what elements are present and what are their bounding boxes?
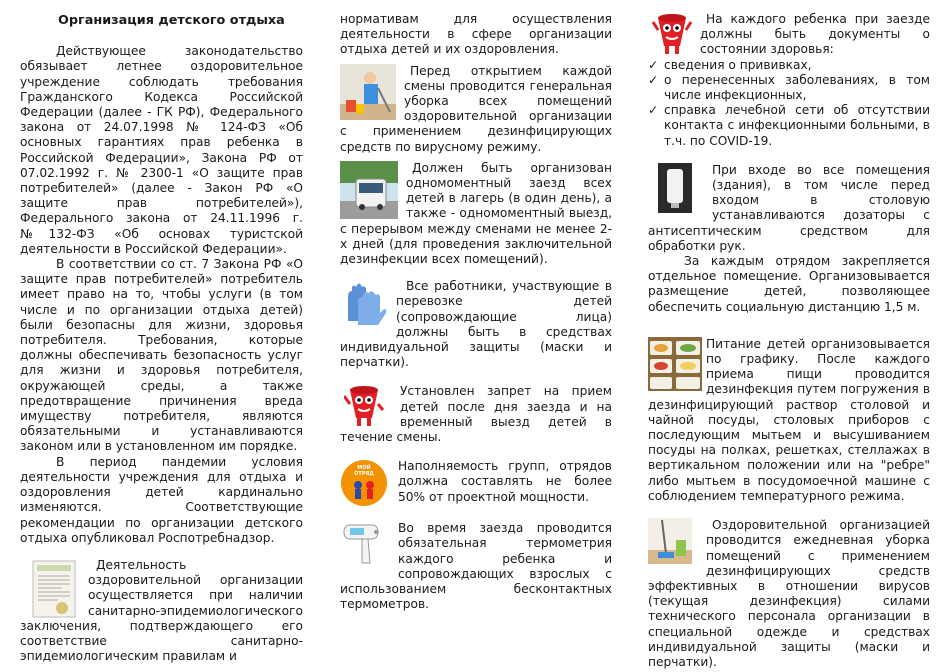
mascot-documents-image — [652, 12, 692, 56]
page-title: Организация детского отдыха — [58, 13, 285, 28]
bus-image — [340, 161, 398, 219]
squad-badge-text: МОЙ ОТРЯД — [354, 465, 374, 478]
certificate-image — [32, 560, 76, 618]
column-2 — [340, 0, 612, 613]
paragraph-pandemic: В период пандемии условия деятельности учреждения для отдыха и оздоровления детей кардинально изменяются. Соответствующие рекомендации по организации детского отдыха опубликовал Роспотребнадзор. — [20, 454, 303, 545]
cleaning-image — [340, 64, 396, 120]
list-item: ✓ справка лечебной сети об отсутствии контакта с инфекционными больными, в т.ч. по COVID-19. — [664, 103, 930, 149]
paragraph-meals: Питание детей организовывается по графику. После каждого приема пищи проводится дезинфекция путем погружения в дезинфицирующий раствор столовой и чайной посуды, столовых приборов с последующим мытьем и высушиванием посуды на полках, решетках, стеллажах в вертикальном положении или на "ребре" либо мытьем в посудомоечной машине с соблюдением температурного режима. — [648, 336, 930, 503]
paragraph-documents-intro: На каждого ребенка при заезде должны быть документы о состоянии здоровья: — [700, 12, 930, 57]
paragraph-cleaning: Перед открытием каждой смены проводится генеральная уборка всех помещений оздоровительной организации с применением дезинфицирующих средств по вирусному режиму. — [340, 63, 612, 154]
list-item: ✓ сведения о прививках, — [664, 58, 930, 73]
column-3 — [648, 0, 930, 670]
food-image — [648, 337, 702, 391]
paragraph-arrival: Должен быть организован одномоментный заезд всех детей в лагерь (в один день), а также - одномоментный выезд, с перерывом между сменами не менее 2-х дней (для проведения заключительной дезинфекции всех помещений). — [340, 160, 612, 267]
paragraph-ppe: Все работники, участвующие в перевозке детей (сопровождающие лица) должны быть в средствах индивидуальной защиты (маски и перчатки). — [340, 279, 612, 370]
thermometer-image — [340, 521, 384, 567]
mop-image — [648, 518, 692, 564]
paragraph-daily-cleaning: Оздоровительной организацией проводится ежедневная уборка помещений с применением дезинфицирующих средств эффективных в отношении вирусов (текущая дезинфекция) силами технического персонала организации в специальной одежде и средствах индивидуальной защиты (маски и перчатки). — [648, 518, 930, 669]
dispenser-image — [658, 163, 692, 213]
squad-badge-image — [340, 459, 388, 507]
paragraph-separate-room: За каждым отрядом закрепляется отдельное помещение. Организовывается размещение детей, позволяющее обеспечить социальную дистанцию 1,5 м. — [648, 254, 930, 314]
paragraph-continuation: нормативам для осуществления деятельности в сфере организации отдыха детей и их оздоровления. — [340, 12, 612, 57]
paragraph-consumer-rights: В соответствии со ст. 7 Закона РФ «О защите прав потребителей» потребитель имеет право на то, чтобы услуги (в том числе и по организации отдыха детей) были безопасны для жизни, здоровья потребителя. Требования, которые должны обеспечивать безопасность услуг для жизни и здоровья потребителя, окружающей среды, а также предотвращение причинения вреда имуществу потребителя, являются обязательными и устанавливаются законом или в установленном им порядке. — [20, 257, 303, 454]
paragraph-activity: Деятельность оздоровительной организации осуществляется при наличии санитарно-эпидемиологического заключения, подтверждающего его соответствие санитарно-эпидемиологическим правилам и — [20, 557, 303, 664]
column-1 — [20, 0, 303, 664]
paragraph-legislation: Действующее законодательство обязывает летнее оздоровительное учреждение соблюдать требования Гражданского Кодекса Российской Федерации (далее - ГК РФ), Федерального закона от 24.07.1998 № 124-ФЗ «Об основных гарантиях прав ребенка в Российской Федерации», Закона РФ от 07.02.1992 г. № 2300-1 «О защите прав потребителей» (далее - Закон РФ «О защите прав потребителей»), Федерального закона от 24.11.1996 г. №132-ФЗ «Об основах туристской деятельности в Российской Федерации». — [20, 44, 303, 256]
paragraph-ban: Установлен запрет на прием детей после дня заезда и на временный выезд детей в течение смены. — [340, 384, 612, 445]
mascot-stop-image — [344, 384, 384, 428]
paragraph-dispensers: При входе во все помещения (здания), в том числе перед входом в столовую устанавливаются дозаторы с антисептическим средством для обработки рук. — [648, 162, 930, 253]
list-item: ✓ о перенесенных заболеваниях, в том числе инфекционных, — [664, 73, 930, 103]
paragraph-capacity: Наполняемость групп, отрядов должна составлять не более 50% от проектной мощности. — [398, 459, 612, 504]
documents-list — [648, 58, 930, 149]
paragraph-thermometry: Во время заезда проводится обязательная термометрия каждого ребенка и сопровождающих взрослых с использованием бесконтактных термометров. — [340, 521, 612, 612]
gloves-image — [340, 281, 388, 329]
